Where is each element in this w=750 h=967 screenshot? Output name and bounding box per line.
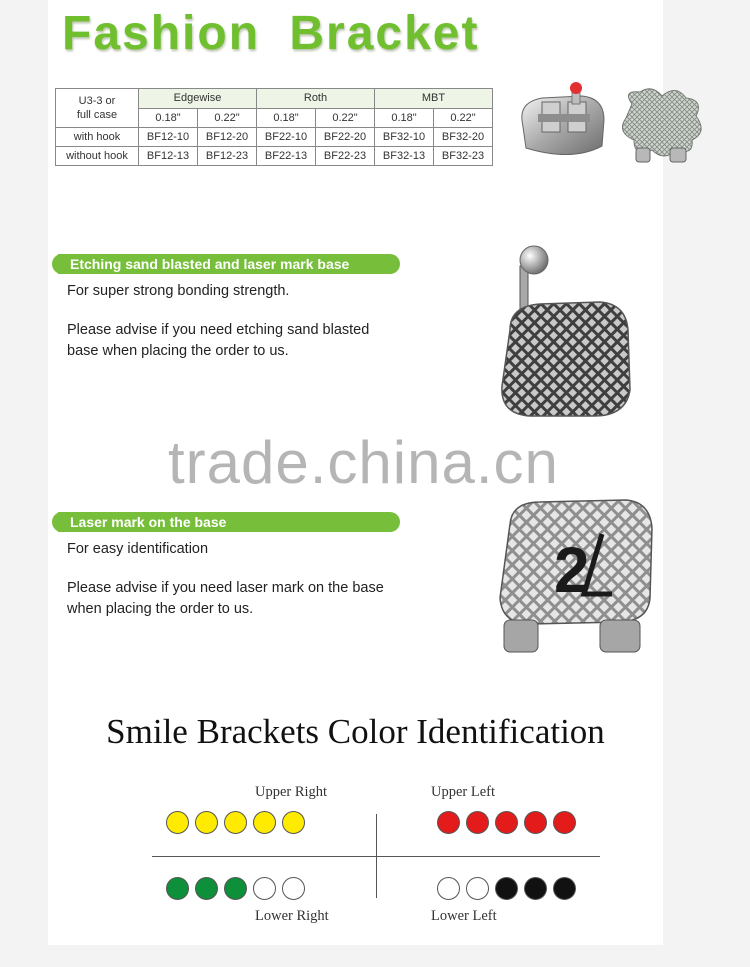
table-row: [56, 147, 493, 166]
quadrant-divider-vertical: [376, 814, 377, 898]
color-dot: [282, 811, 305, 834]
bracket-image-base: [612, 82, 710, 172]
section-heading-etching: Etching sand blasted and laser mark base: [58, 254, 400, 274]
table-row: [56, 128, 493, 147]
color-dot: [224, 877, 247, 900]
color-dot: [466, 811, 489, 834]
lower-left-dots: [437, 877, 576, 900]
color-dot: [553, 877, 576, 900]
lower-left-label: Lower Left: [431, 908, 497, 924]
size-header: 0.18": [375, 108, 434, 128]
table-cell: BF32-10: [375, 128, 434, 147]
color-dot: [553, 811, 576, 834]
group-header: Edgewise: [139, 89, 257, 109]
size-header: 0.22": [434, 108, 493, 128]
laser-mark-number: 2: [554, 534, 590, 606]
watermark: trade.china.cn: [168, 429, 559, 496]
page-title: Fashion Bracket: [62, 7, 480, 60]
upper-left-dots: [437, 811, 576, 834]
table-cell: BF12-20: [198, 128, 257, 147]
row-label: with hook: [56, 128, 139, 147]
color-identification-title: Smile Brackets Color Identification: [106, 712, 605, 751]
lower-right-label: Lower Right: [255, 908, 329, 924]
table-cell: BF12-23: [198, 147, 257, 166]
size-header: 0.22": [316, 108, 375, 128]
table-cell: BF12-10: [139, 128, 198, 147]
table-cell: BF22-23: [316, 147, 375, 166]
upper-right-dots: [166, 811, 305, 834]
section-text-laser-1: For easy identification: [67, 541, 209, 557]
color-dot: [282, 877, 305, 900]
bracket-spec-table: [55, 88, 493, 166]
table-cell: BF32-13: [375, 147, 434, 166]
table-cell: BF22-13: [257, 147, 316, 166]
table-cell: BF32-20: [434, 128, 493, 147]
row-label: without hook: [56, 147, 139, 166]
color-dot: [524, 877, 547, 900]
etched-base-image: [490, 240, 640, 420]
upper-right-label: Upper Right: [255, 784, 328, 800]
table-cell: BF32-23: [434, 147, 493, 166]
color-dot: [166, 811, 189, 834]
color-dot: [495, 877, 518, 900]
section-heading-laser-mark: Laser mark on the base: [58, 512, 400, 532]
color-dot: [495, 811, 518, 834]
section-text-laser-3: when placing the order to us.: [67, 601, 254, 617]
group-header: MBT: [375, 89, 493, 109]
group-header: Roth: [257, 89, 375, 109]
color-dot: [195, 811, 218, 834]
size-header: 0.18": [257, 108, 316, 128]
table-cell: BF12-13: [139, 147, 198, 166]
color-dot: [166, 877, 189, 900]
laser-mark-base-image: [484, 494, 660, 662]
section-text-etching-1: For super strong bonding strength.: [67, 283, 290, 299]
table-cell: BF22-10: [257, 128, 316, 147]
table-corner-label: U3-3 or full case: [56, 89, 139, 128]
size-header: 0.22": [198, 108, 257, 128]
table-cell: BF22-20: [316, 128, 375, 147]
color-dot: [437, 811, 460, 834]
bracket-image-hook: [512, 80, 612, 170]
upper-left-label: Upper Left: [431, 784, 496, 800]
color-dot: [466, 877, 489, 900]
color-dot: [437, 877, 460, 900]
color-dot: [253, 877, 276, 900]
section-text-laser-2: Please advise if you need laser mark on the base: [67, 580, 384, 596]
color-dot: [224, 811, 247, 834]
color-dot: [195, 877, 218, 900]
color-dot: [524, 811, 547, 834]
section-text-etching-3: base when placing the order to us.: [67, 343, 289, 359]
color-dot: [253, 811, 276, 834]
size-header: 0.18": [139, 108, 198, 128]
lower-right-dots: [166, 877, 305, 900]
section-text-etching-2: Please advise if you need etching sand blasted: [67, 322, 370, 338]
